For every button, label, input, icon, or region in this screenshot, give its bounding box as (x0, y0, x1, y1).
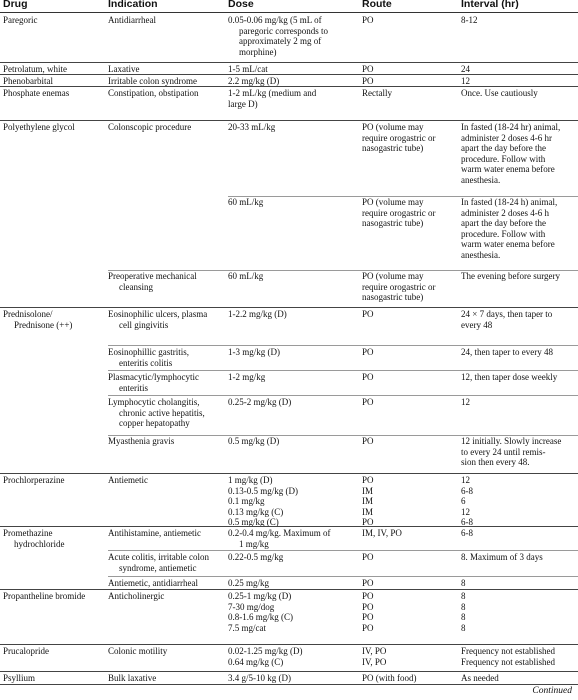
drug-cell (3, 76, 53, 87)
indication-cell-line: syndrome, antiemetic (119, 562, 197, 573)
drug-cell-line: Prochlorperazine (3, 475, 65, 485)
indication-cell (108, 591, 164, 602)
route-cell (362, 15, 374, 26)
route-cell-line: PO (362, 372, 374, 382)
route-cell-line: PO (362, 612, 374, 622)
dose-cell-line: 0.64 mg/kg (C) (228, 656, 284, 667)
dose-cell-line: 1-2 mg/kg (228, 372, 266, 382)
dose-cell (228, 88, 316, 109)
route-cell-line: PO (362, 64, 374, 74)
indication-cell-line: Plasmacytic/lymphocytic (108, 372, 199, 382)
route-cell-line: PO (362, 601, 374, 612)
interval-cell-line: Frequency not established (461, 646, 555, 656)
dose-cell-line: 7-30 mg/dog (228, 601, 275, 612)
route-cell-line: nasogastric tube) (362, 292, 424, 302)
indication-cell-line: chronic active hepatitis, (119, 407, 205, 418)
interval-cell-line: In fasted (18-24 h) animal, (461, 197, 558, 207)
interval-cell (461, 646, 555, 667)
indication-cell (108, 475, 148, 486)
indication-cell (108, 88, 199, 99)
indication-cell (108, 64, 139, 75)
interval-cell-line: anesthesia. (461, 249, 501, 260)
route-cell-line: PO (362, 517, 374, 527)
indication-cell-line: Bulk laxative (108, 673, 157, 683)
dose-cell-line: approximately 2 mg of (239, 36, 322, 46)
route-cell-line: PO (362, 591, 374, 601)
interval-cell-line: 6-8 (461, 517, 473, 527)
dose-cell (228, 528, 331, 549)
dose-cell (228, 436, 279, 447)
interval-cell-line: 6-8 (461, 528, 473, 538)
indication-cell (108, 76, 197, 87)
drug-cell (3, 88, 69, 99)
drug-cell (3, 122, 75, 133)
interval-cell-line: 12 (461, 506, 470, 517)
route-cell-line: PO (362, 578, 374, 588)
drug-cell (3, 309, 72, 330)
dose-cell-line: 0.13-0.5 mg/kg (D) (228, 485, 298, 496)
indication-cell (108, 122, 191, 133)
row-divider (108, 270, 578, 271)
route-cell-line: PO (362, 347, 374, 357)
interval-cell (461, 88, 538, 99)
indication-cell-line: enteritis colitis (119, 357, 173, 368)
route-cell (362, 475, 374, 528)
interval-cell-line: 12 (461, 76, 470, 86)
interval-cell (461, 397, 470, 408)
indication-cell (108, 528, 201, 539)
route-cell (362, 528, 402, 539)
dose-cell-line: 7.5 mg/cat (228, 622, 266, 633)
interval-cell-line: administer 2 doses 4-6 hr (461, 132, 552, 143)
dose-cell (228, 76, 279, 87)
interval-cell-line: As needed (461, 673, 499, 683)
header-interval: Interval (hr) (461, 0, 519, 10)
indication-cell (108, 578, 198, 589)
dose-cell (228, 197, 263, 208)
row-divider (0, 74, 578, 75)
indication-cell-line: Irritable colon syndrome (108, 76, 197, 86)
route-cell-line: require orogastric or (362, 281, 436, 292)
drug-cell (3, 646, 49, 657)
dose-cell-line: large D) (228, 98, 258, 109)
drug-cell (3, 673, 35, 684)
dose-cell-line: 1-3 mg/kg (D) (228, 347, 280, 357)
row-divider (0, 473, 578, 474)
route-cell (362, 271, 435, 303)
interval-cell (461, 475, 473, 528)
interval-cell-line: warm water enema before (461, 164, 555, 174)
interval-cell-line: 8 (461, 612, 466, 622)
row-divider (108, 395, 578, 396)
interval-cell-line: sion then every 48. (461, 457, 530, 467)
interval-cell-line: 8. Maximum of 3 days (461, 552, 543, 562)
dose-cell (228, 15, 328, 57)
interval-cell-line: Frequency not established (461, 656, 555, 667)
route-cell-line: PO (362, 397, 374, 407)
drug-cell (3, 15, 37, 26)
header-drug: Drug (3, 0, 28, 10)
interval-cell (461, 372, 557, 383)
dose-cell-line: 60 mL/kg (228, 271, 264, 281)
route-cell-line: IM (362, 485, 373, 496)
interval-cell-line: anesthesia. (461, 174, 501, 185)
row-divider (228, 196, 578, 197)
row-divider (0, 644, 578, 645)
dose-cell-line: 20-33 mL/kg (228, 122, 276, 132)
dose-cell (228, 578, 269, 589)
dose-cell-line: 0.25-2 mg/kg (D) (228, 397, 292, 407)
dose-cell-line: 1-5 mL/cat (228, 64, 268, 74)
interval-cell-line: 6-8 (461, 485, 473, 496)
table-header (0, 0, 578, 13)
indication-cell-line: Lymphocytic cholangitis, (108, 397, 200, 407)
drug-cell (3, 64, 67, 75)
indication-cell-line: Anticholinergic (108, 591, 165, 601)
interval-cell-line: 12 initially. Slowly increase (461, 436, 562, 446)
row-divider (0, 526, 578, 527)
route-cell-line: PO (362, 76, 374, 86)
route-cell (362, 552, 374, 563)
drug-cell-line: Prucalopride (3, 646, 49, 656)
route-cell (362, 578, 374, 589)
indication-cell (108, 646, 167, 657)
route-cell (362, 64, 374, 75)
dose-cell (228, 271, 263, 282)
dose-cell (228, 552, 283, 563)
dose-cell (228, 646, 303, 667)
indication-cell-line: Colonic motility (108, 646, 168, 656)
indication-cell-line: Acute colitis, irritable colon (108, 552, 209, 562)
interval-cell-line: administer 2 doses 4-6 h (461, 207, 549, 218)
row-divider (0, 86, 578, 87)
interval-cell (461, 64, 470, 75)
dose-cell-line: 0.5 mg/kg (C) (228, 517, 279, 527)
dose-cell (228, 397, 291, 408)
header-dose: Dose (228, 0, 254, 10)
route-cell (362, 646, 386, 667)
dose-cell-line: morphine) (239, 46, 277, 57)
indication-cell-line: Myasthenia gravis (108, 436, 175, 446)
drug-cell-line: Psyllium (3, 673, 36, 683)
row-divider (0, 671, 578, 672)
interval-cell (461, 309, 552, 330)
dose-cell-line: 0.25-1 mg/kg (D) (228, 591, 292, 601)
interval-cell (461, 578, 466, 589)
indication-cell-line: Antiemetic, antidiarrheal (108, 578, 198, 588)
row-divider (0, 589, 578, 590)
dose-cell (228, 122, 275, 133)
route-cell-line: IV, PO (362, 656, 387, 667)
dose-cell-line: 0.05-0.06 mg/kg (5 mL of (228, 15, 322, 25)
indication-cell (108, 673, 156, 684)
dose-cell-line: 0.5 mg/kg (D) (228, 436, 280, 446)
interval-cell-line: 12, then taper dose weekly (461, 372, 558, 382)
indication-cell-line: Preoperative mechanical (108, 271, 197, 281)
dose-cell (228, 475, 298, 528)
route-cell (362, 372, 374, 383)
interval-cell-line: 24 × 7 days, then taper to (461, 309, 553, 319)
drug-cell-line: Phosphate enemas (3, 88, 70, 98)
row-divider (108, 345, 578, 346)
row-divider (0, 307, 578, 308)
dose-cell-line: 0.2-0.4 mg/kg. Maximum of (228, 528, 331, 538)
dose-cell-line: 1 mg/kg (D) (228, 475, 273, 485)
dose-cell (228, 372, 265, 383)
dose-cell-line: 0.02-1.25 mg/kg (D) (228, 646, 303, 656)
interval-cell (461, 347, 553, 358)
indication-cell-line: Eosinophilic ulcers, plasma (108, 309, 208, 319)
drug-cell (3, 528, 64, 549)
dose-cell-line: 3.4 g/5-10 kg (D) (228, 673, 291, 683)
interval-cell-line: 8-12 (461, 15, 478, 25)
dose-cell-line: 0.22-0.5 mg/kg (228, 552, 284, 562)
indication-cell (108, 552, 209, 573)
route-cell (362, 673, 417, 684)
indication-cell-line: cell gingivitis (119, 319, 169, 330)
header-route: Route (362, 0, 392, 10)
indication-cell (108, 372, 199, 393)
route-cell-line: PO (362, 436, 374, 446)
interval-cell-line: 24, then taper to every 48 (461, 347, 553, 357)
row-divider (0, 62, 578, 63)
dose-cell (228, 309, 287, 320)
indication-cell-line: Colonscopic procedure (108, 122, 192, 132)
indication-cell-line: Antiemetic (108, 475, 148, 485)
route-cell-line: PO (with food) (362, 673, 417, 683)
route-cell (362, 397, 374, 408)
dose-cell-line: 2.2 mg/kg (D) (228, 76, 280, 86)
dose-cell-line: 0.8-1.6 mg/kg (C) (228, 612, 293, 622)
dose-cell-line: 1-2.2 mg/kg (D) (228, 309, 287, 319)
drug-cell (3, 591, 85, 602)
interval-cell-line: every 48 (461, 319, 493, 330)
route-cell-line: PO (volume may (362, 271, 424, 281)
indication-cell (108, 436, 174, 447)
interval-cell-line: procedure. Follow with (461, 228, 546, 239)
interval-cell-line: In fasted (18-24 hr) animal, (461, 122, 561, 132)
row-divider (108, 576, 578, 577)
drug-cell-line: Petrolatum, white (3, 64, 67, 74)
route-cell (362, 436, 374, 447)
dose-cell-line: 60 mL/kg (228, 197, 264, 207)
indication-cell-line: copper hepatopathy (119, 418, 190, 428)
route-cell-line: Rectally (362, 88, 392, 98)
interval-cell (461, 436, 561, 468)
indication-cell-line: Antihistamine, antiemetic (108, 528, 201, 538)
route-cell-line: require orogastric or (362, 207, 436, 218)
indication-cell (108, 271, 197, 292)
route-cell (362, 309, 374, 320)
dose-cell (228, 64, 268, 75)
interval-cell-line: 6 (461, 496, 466, 506)
route-cell (362, 76, 374, 87)
drug-cell-line: Propantheline bromide (3, 591, 86, 601)
interval-cell-line: 8 (461, 578, 466, 588)
route-cell (362, 347, 374, 358)
row-divider (108, 370, 578, 371)
dose-cell-line: 0.13 mg/kg (C) (228, 506, 284, 517)
drug-cell (3, 475, 64, 486)
route-cell-line: PO (362, 15, 374, 25)
interval-cell (461, 122, 560, 185)
route-cell-line: nasogastric tube) (362, 143, 424, 153)
interval-cell (461, 197, 557, 260)
route-cell (362, 197, 435, 229)
row-divider (0, 120, 578, 121)
dose-cell-line: 1 mg/kg (239, 538, 269, 549)
indication-cell (108, 397, 205, 429)
indication-cell (108, 309, 207, 330)
interval-cell-line: warm water enema before (461, 239, 555, 249)
interval-cell (461, 76, 470, 87)
interval-cell-line: The evening before surgery (461, 271, 561, 281)
continued-note: Continued (532, 686, 572, 696)
dose-cell (228, 673, 291, 684)
interval-cell (461, 552, 543, 563)
drug-cell-line: Paregoric (3, 15, 38, 25)
route-cell-line: PO (362, 475, 374, 485)
drug-cell-line: hydrochloride (14, 538, 65, 549)
interval-cell-line: 12 (461, 475, 470, 485)
indication-cell (108, 15, 156, 26)
route-cell-line: IM (362, 506, 373, 517)
interval-cell-line: Once. Use cautiously (461, 88, 538, 98)
route-cell-line: PO (volume may (362, 122, 424, 132)
dose-cell-line: paregoric corresponds to (239, 25, 328, 36)
row-divider (108, 550, 578, 551)
route-cell-line: PO (362, 622, 374, 633)
interval-cell (461, 15, 478, 26)
dose-cell (228, 347, 280, 358)
header-indication: Indication (108, 0, 158, 10)
interval-cell-line: apart the day before the (461, 218, 546, 228)
interval-cell (461, 591, 466, 633)
route-cell-line: require orogastric or (362, 132, 436, 143)
interval-cell-line: 8 (461, 601, 466, 612)
route-cell-line: IM, IV, PO (362, 528, 402, 538)
interval-cell (461, 673, 499, 684)
route-cell (362, 122, 435, 154)
drug-cell-line: Prednisolone/ (3, 309, 53, 319)
interval-cell (461, 528, 473, 539)
route-cell-line: IM (362, 496, 373, 506)
dose-cell (228, 591, 293, 633)
indication-cell-line: cleansing (119, 281, 153, 292)
indication-cell (108, 347, 189, 368)
route-cell-line: PO (362, 309, 374, 319)
route-cell (362, 591, 374, 633)
interval-cell-line: procedure. Follow with (461, 153, 546, 164)
interval-cell (461, 271, 560, 282)
interval-cell-line: to every 24 until remis- (461, 446, 546, 457)
interval-cell-line: 24 (461, 64, 470, 74)
interval-cell-line: 12 (461, 397, 470, 407)
indication-cell-line: Eosinophillic gastritis, (108, 347, 189, 357)
route-cell-line: IV, PO (362, 646, 387, 656)
interval-cell-line: apart the day before the (461, 143, 546, 153)
interval-cell-line: 8 (461, 591, 466, 601)
indication-cell-line: enteritis (119, 382, 148, 393)
dose-cell-line: 0.1 mg/kg (228, 496, 265, 506)
indication-cell-line: Laxative (108, 64, 140, 74)
drug-cell-line: Phenobarbital (3, 76, 53, 86)
drug-cell-line: Polyethylene glycol (3, 122, 75, 132)
dose-cell-line: 1-2 mL/kg (medium and (228, 88, 317, 98)
drug-cell-line: Prednisone (++) (14, 319, 73, 330)
row-divider (0, 684, 578, 685)
dose-cell-line: 0.25 mg/kg (228, 578, 270, 588)
route-cell-line: PO (362, 552, 374, 562)
interval-cell-line: 8 (461, 622, 466, 633)
drug-cell-line: Promethazine (3, 528, 53, 538)
route-cell-line: nasogastric tube) (362, 218, 424, 228)
route-cell (362, 88, 392, 99)
indication-cell-line: Constipation, obstipation (108, 88, 199, 98)
route-cell-line: PO (volume may (362, 197, 424, 207)
row-divider (108, 435, 578, 436)
indication-cell-line: Antidiarrheal (108, 15, 156, 25)
